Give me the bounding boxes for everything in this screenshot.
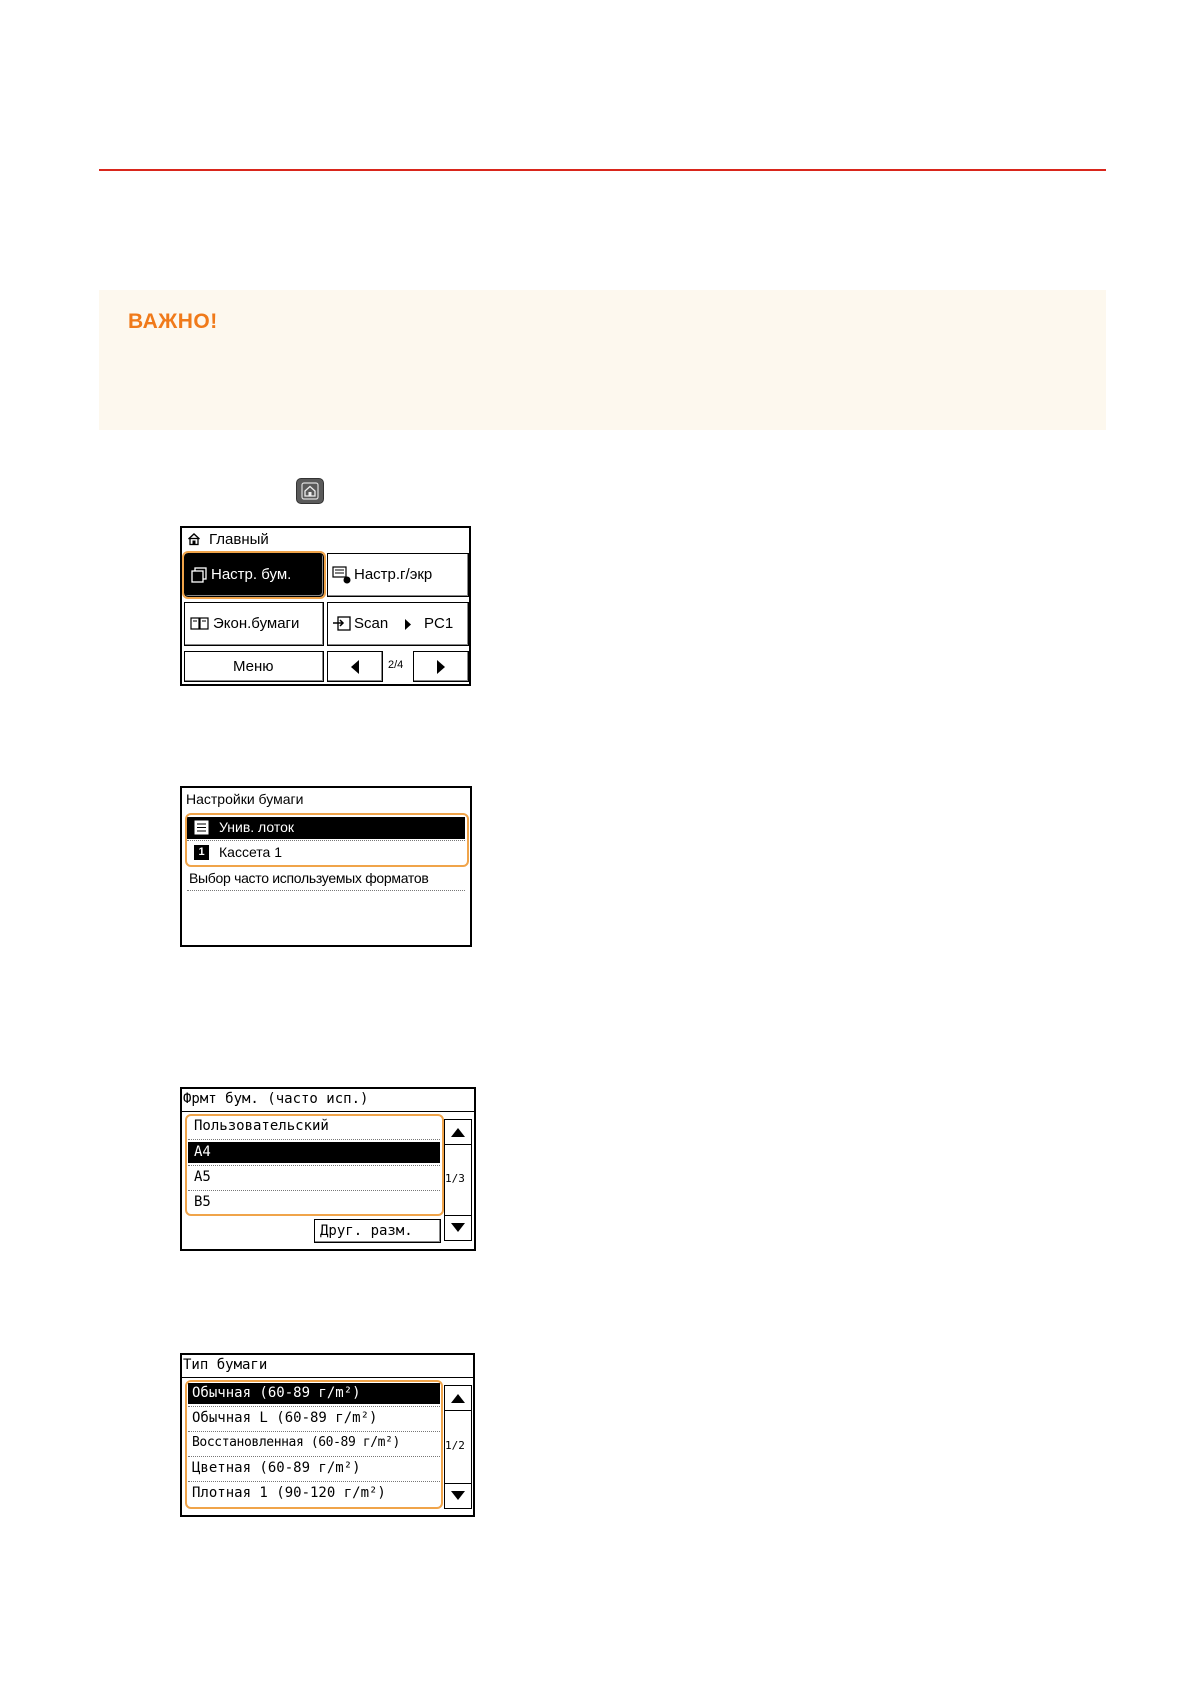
screen-frequent-sizes xyxy=(180,1087,476,1251)
scroll-down-button[interactable] xyxy=(444,1215,472,1241)
home-key-button[interactable] xyxy=(296,478,324,504)
list-item-label: B5 xyxy=(194,1194,211,1210)
pc-label: PC1 xyxy=(424,615,454,632)
list-item-label: Выбор часто используемых форматов xyxy=(189,870,429,886)
screen-title: Фрмт бум. (часто исп.) xyxy=(183,1091,369,1107)
cassette-icon: 1 xyxy=(194,845,209,860)
selection-highlight xyxy=(185,813,469,867)
list-item-label: Плотная 1 (90-120 г/m²) xyxy=(192,1485,386,1501)
display-settings-button[interactable] xyxy=(327,553,469,597)
home-icon xyxy=(187,532,201,546)
home-icon xyxy=(301,482,319,500)
page-indicator: 2/4 xyxy=(388,659,404,671)
scroll-up-button[interactable] xyxy=(444,1385,472,1411)
menu-label: Меню xyxy=(233,658,274,675)
scan-label: Scan xyxy=(354,615,389,632)
screen-paper-settings xyxy=(180,786,472,947)
page-indicator: 1/3 xyxy=(445,1172,465,1185)
down-arrow-icon xyxy=(451,1491,465,1501)
eco-paper-icon xyxy=(190,617,210,631)
paper-settings-label: Настр. бум. xyxy=(211,566,292,583)
section-divider xyxy=(99,169,1106,171)
screen-paper-type xyxy=(180,1353,475,1517)
screen-title: Главный xyxy=(209,531,269,548)
display-gear-icon xyxy=(332,566,354,586)
right-arrow-icon xyxy=(404,619,412,630)
scan-to-pc-button[interactable] xyxy=(327,602,469,646)
list-item-label: A4 xyxy=(194,1144,211,1160)
screen-home xyxy=(180,526,471,686)
page-indicator: 1/2 xyxy=(445,1439,465,1452)
right-arrow-icon xyxy=(436,660,446,674)
list-item-frequent-sizes[interactable] xyxy=(187,868,469,890)
list-item-label: Цветная (60-89 г/m²) xyxy=(192,1460,361,1476)
scroll-up-button[interactable] xyxy=(444,1119,472,1145)
eco-paper-label: Экон.бумаги xyxy=(213,615,300,632)
other-size-button[interactable] xyxy=(314,1219,441,1243)
display-settings-label: Настр.г/экр xyxy=(354,566,433,583)
eco-paper-button[interactable] xyxy=(184,602,324,646)
menu-button[interactable] xyxy=(184,651,324,682)
next-page-button[interactable] xyxy=(413,651,469,682)
list-item-label: Обычная L (60-89 г/m²) xyxy=(192,1410,378,1426)
other-size-label: Друг. разм. xyxy=(320,1223,413,1239)
up-arrow-icon xyxy=(451,1127,465,1137)
left-arrow-icon xyxy=(350,660,360,674)
down-arrow-icon xyxy=(451,1223,465,1233)
screen-title: Настройки бумаги xyxy=(186,791,304,807)
list-item-label: Кассета 1 xyxy=(219,844,282,860)
list-item-label: Пользовательский xyxy=(194,1118,329,1134)
title-divider xyxy=(182,1377,475,1378)
title-divider xyxy=(182,1111,476,1112)
selection-highlight xyxy=(185,1380,443,1509)
screen-title: Тип бумаги xyxy=(183,1357,268,1373)
up-arrow-icon xyxy=(451,1393,465,1403)
list-item-label: Обычная (60-89 г/m²) xyxy=(192,1385,361,1401)
important-note xyxy=(99,290,1106,430)
list-item-label: A5 xyxy=(194,1169,211,1185)
list-item-label: Восстановленная (60-89 г/m²) xyxy=(192,1435,400,1450)
list-item-label: Унив. лоток xyxy=(219,819,295,835)
prev-page-button[interactable] xyxy=(327,651,383,682)
selection-highlight xyxy=(182,551,326,599)
scroll-down-button[interactable] xyxy=(444,1483,472,1509)
scan-icon xyxy=(332,616,352,632)
divider xyxy=(187,890,465,891)
selection-highlight xyxy=(185,1114,444,1216)
important-title: ВАЖНО! xyxy=(128,310,218,333)
